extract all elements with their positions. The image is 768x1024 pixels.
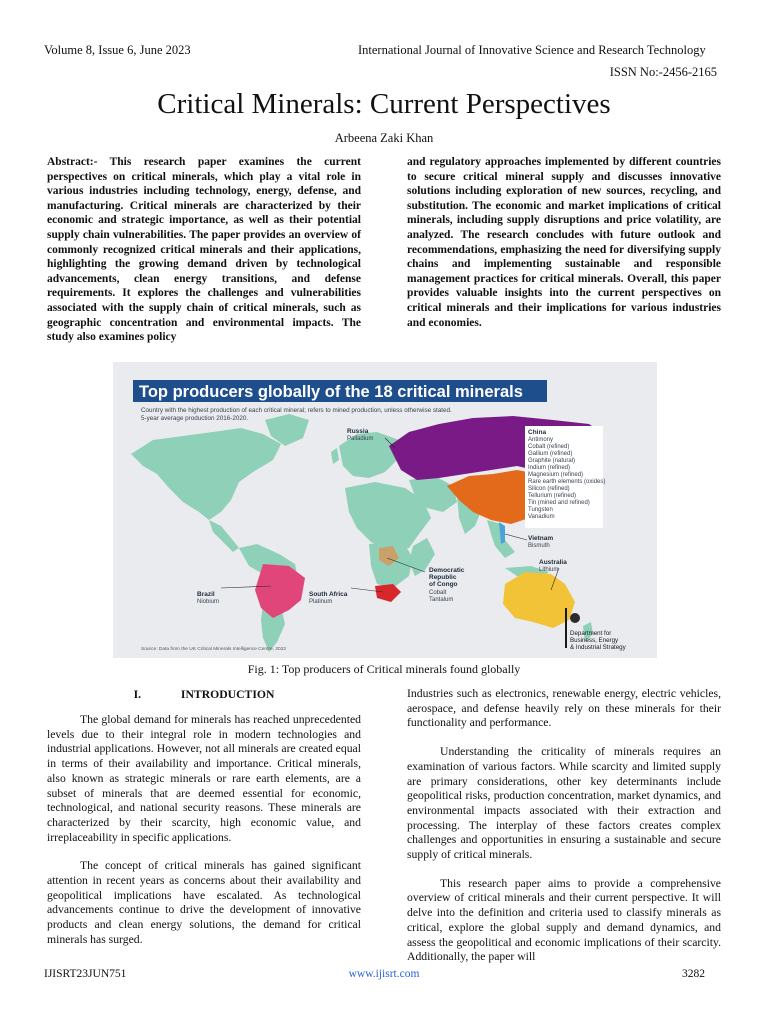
- label-brazil-mineral: Niobium: [197, 599, 220, 605]
- china-mineral-item: Cobalt (refined): [528, 444, 570, 450]
- label-vietnam: Vietnam: [528, 535, 554, 542]
- label-vietnam-mineral: Bismuth: [528, 543, 550, 549]
- label-brazil: Brazil: [197, 591, 215, 598]
- china-mineral-item: Gallium (refined): [528, 451, 573, 457]
- section-heading: [47, 688, 361, 701]
- abstract-text-left: Abstract:- This research paper examines the current perspectives on critical minerals, which play a vital role in various industries including technology, energy, defense, and manufacturing. Critical minerals are characterized by their economic and strategic importance, as well as their potential supply chain vulnerabilities. The paper provides an overview of commonly recognized critical minerals and their applications, highlighting the growing demand driven by technological advancements, clean energy transitions, and defense requirements. It explores the challenges and vulnerabilities associated with the supply chain of critical minerals, such as geographic concentration and environmental impacts. The study also examines policy: [47, 156, 361, 344]
- footer-url-link[interactable]: www.ijisrt.com: [348, 968, 420, 980]
- abstract-text-right: and regulatory approaches implemented by different countries to secure critical mineral supply and discusses innovative solutions including exploration of new sources, recycling, and substitution. The economic and market implications of critical minerals, including supply disruptions and price volatility, are analyzed. The research concludes with future outlook and recommendations, emphasizing the need for diversifying supply chains and implementing sustainable and responsible management practices for critical minerals. Overall, this paper provides valuable insights into the current perspectives on critical minerals and their implications for various industries and economies.: [407, 156, 721, 329]
- map-source: Source: Data from the UK Critical Minerals Intelligence Centre, 2022: [141, 647, 287, 652]
- label-drc-mineral: Cobalt: [429, 590, 447, 596]
- label-australia: Australia: [539, 559, 567, 566]
- crest-icon: [570, 613, 580, 623]
- author-name: Arbeena Zaki Khan: [334, 131, 434, 145]
- body-right-column: [407, 687, 721, 965]
- label-drc-mineral: Tantalum: [429, 597, 454, 603]
- issn: ISSN No:-2456-2165: [609, 65, 717, 79]
- china-mineral-item: Silicon (refined): [528, 486, 570, 492]
- paragraph: This research paper aims to provide a comprehensive overview of critical minerals and their current perspective. It will delve into the definition and criteria used to classify minerals as critical, explore the global supply and demand dynamics, and assess the geopolitical and economic implications of their scarcity. Additionally, the paper will: [407, 876, 721, 964]
- journal-name: International Journal of Innovative Science and Research Technology: [358, 43, 706, 57]
- china-mineral-item: Magnesium (refined): [528, 472, 584, 478]
- abstract-right-column: [407, 155, 721, 330]
- dept-name-2: Business, Energy: [570, 637, 619, 644]
- section-number: I.: [133, 688, 142, 701]
- china-mineral-item: Tin (mined and refined): [528, 500, 590, 506]
- logo-rule: [565, 608, 567, 648]
- label-russia: Russia: [347, 428, 369, 435]
- label-south-africa: South Africa: [309, 591, 348, 598]
- label-drc-line: Republic: [429, 574, 457, 581]
- paragraph: The global demand for minerals has reached unprecedented levels due to their integral role in modern technologies and industrial applications. However, not all minerals are created equal in terms of their availability and importance. Critical minerals, also known as strategic minerals or rare earth elements, are a subset of minerals that are deemed essential for economic, technological, and national security reasons. These minerals are characterized by their scarcity, high economic value, and irreplaceability in specific applications.: [47, 713, 361, 844]
- paragraph: Understanding the criticality of minerals requires an examination of various factors. While scarcity and limited supply are primary considerations, other key determinants include geopolitical risks, production concentration, market dynamics, and environmental impacts associated with their extraction and processing. The interplay of these factors creates complex challenges and opportunities in ensuring a sustainable and secure supply of critical minerals.: [407, 745, 721, 862]
- china-mineral-item: Rare earth elements (oxides): [528, 479, 606, 485]
- footer-page-number: 3282: [682, 968, 705, 980]
- footer-paper-id: IJISRT23JUN751: [44, 968, 127, 980]
- map-subtitle-1: Country with the highest production of each critical mineral; refers to mined production, unless otherwise stated.: [141, 407, 452, 414]
- label-china: China: [528, 429, 547, 436]
- china-mineral-item: Antimony: [528, 437, 554, 443]
- figure-caption: Fig. 1: Top producers of Critical minerals found globally: [247, 662, 521, 676]
- abstract-left-column: [47, 155, 361, 345]
- label-drc-line: Democratic: [429, 567, 465, 574]
- map-subtitle-2: 5-year average production 2016-2020.: [141, 415, 249, 422]
- paragraph: The concept of critical minerals has gained significant attention in recent years as concerns about their availability and geopolitical implications have escalated. As technological advancements continue to drive the development of innovative products and clean energy solutions, the demand for critical minerals has surged.: [47, 859, 361, 946]
- dept-name-1: Department for: [570, 630, 612, 637]
- china-mineral-item: Tellurium (refined): [528, 493, 577, 499]
- figure-map: [113, 362, 657, 658]
- label-south-africa-mineral: Platinum: [309, 599, 333, 605]
- paragraph: Industries such as electronics, renewable energy, electric vehicles, aerospace, and defense heavily rely on these minerals for their functionality and performance.: [407, 687, 721, 730]
- dept-name-3: & Industrial Strategy: [570, 644, 626, 651]
- section-title: INTRODUCTION: [180, 688, 275, 701]
- world-map-graphic: [113, 362, 657, 658]
- volume-info: Volume 8, Issue 6, June 2023: [44, 43, 191, 57]
- china-mineral-item: Vanadium: [528, 514, 555, 520]
- china-mineral-item: Graphite (natural): [528, 458, 576, 464]
- china-mineral-item: Tungsten: [528, 507, 553, 513]
- label-australia-mineral: Lithium: [539, 567, 559, 573]
- paper-title: Critical Minerals: Current Perspectives: [157, 88, 611, 120]
- banner-title: Top producers globally of the 18 critical minerals: [139, 383, 523, 401]
- china-mineral-item: Indium (refined): [528, 465, 571, 471]
- label-russia-mineral: Palladium: [347, 436, 374, 442]
- label-drc-line: of Congo: [429, 581, 458, 588]
- body-left-column: [47, 713, 361, 948]
